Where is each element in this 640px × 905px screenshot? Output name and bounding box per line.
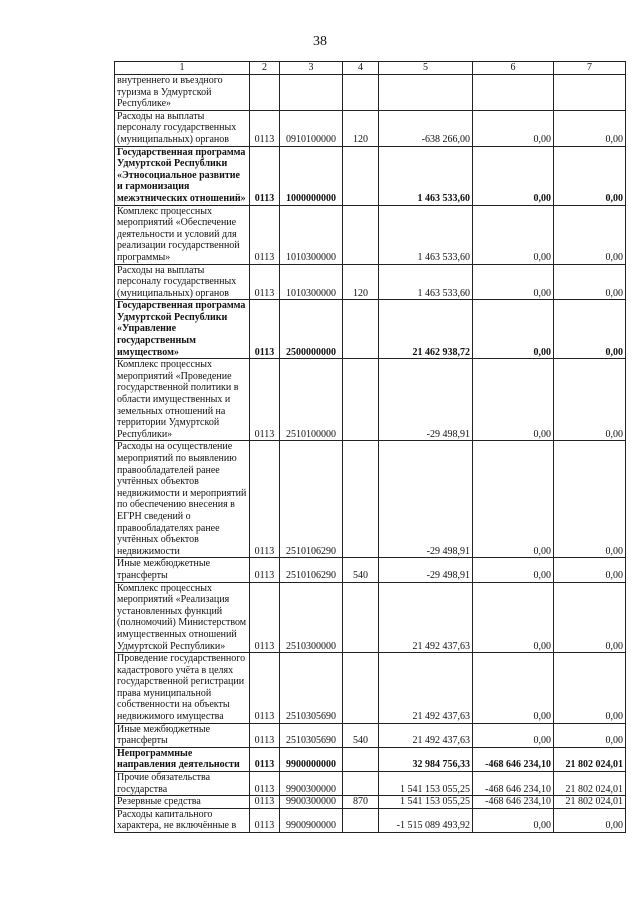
amount-col6: 0,00 xyxy=(473,653,554,724)
section-code: 0113 xyxy=(250,808,280,832)
amount-col5: 1 541 153 055,25 xyxy=(379,772,473,796)
amount-col6: -468 646 234,10 xyxy=(473,796,554,809)
amount-col7: 0,00 xyxy=(554,723,626,747)
target-article-code xyxy=(280,75,343,111)
amount-col7: 0,00 xyxy=(554,653,626,724)
section-code: 0113 xyxy=(250,772,280,796)
table-row xyxy=(115,723,626,747)
section-code: 0113 xyxy=(250,441,280,558)
target-article-code: 2510305690 xyxy=(280,653,343,724)
amount-col7: 0,00 xyxy=(554,359,626,441)
amount-col6: 0,00 xyxy=(473,441,554,558)
target-article-code: 2510106290 xyxy=(280,558,343,582)
row-name: внутреннего и въездного туризма в Удмуртской Республике» xyxy=(115,75,250,111)
section-code: 0113 xyxy=(250,300,280,359)
target-article-code: 9900300000 xyxy=(280,796,343,809)
table-row xyxy=(115,441,626,558)
section-code: 0113 xyxy=(250,582,280,653)
amount-col5: 21 492 437,63 xyxy=(379,653,473,724)
page-number: 38 xyxy=(313,34,327,49)
expense-type-code xyxy=(343,359,379,441)
target-article-code: 0910100000 xyxy=(280,110,343,146)
expense-type-code xyxy=(343,582,379,653)
row-name: Комплекс процессных мероприятий «Обеспечение деятельности и условий для реализации государственной программы» xyxy=(115,205,250,264)
row-name: Расходы капитального характера, не включённые в xyxy=(115,808,250,832)
expense-type-code xyxy=(343,146,379,205)
table-row xyxy=(115,796,626,809)
section-code: 0113 xyxy=(250,653,280,724)
target-article-code: 9900900000 xyxy=(280,808,343,832)
target-article-code: 2510300000 xyxy=(280,582,343,653)
table-row xyxy=(115,772,626,796)
table-row xyxy=(115,264,626,300)
amount-col7: 0,00 xyxy=(554,146,626,205)
amount-col7: 0,00 xyxy=(554,441,626,558)
amount-col6: 0,00 xyxy=(473,808,554,832)
table-row xyxy=(115,359,626,441)
expense-type-code: 870 xyxy=(343,796,379,809)
expense-type-code xyxy=(343,205,379,264)
section-code: 0113 xyxy=(250,558,280,582)
column-number: 2 xyxy=(250,62,280,75)
table-row xyxy=(115,558,626,582)
column-number: 4 xyxy=(343,62,379,75)
column-number: 5 xyxy=(379,62,473,75)
amount-col6: -468 646 234,10 xyxy=(473,772,554,796)
amount-col6: 0,00 xyxy=(473,264,554,300)
table-row xyxy=(115,146,626,205)
target-article-code: 2510106290 xyxy=(280,441,343,558)
target-article-code: 1000000000 xyxy=(280,146,343,205)
expense-type-code xyxy=(343,300,379,359)
row-name: Резервные средства xyxy=(115,796,250,809)
amount-col6: -468 646 234,10 xyxy=(473,747,554,771)
amount-col6 xyxy=(473,75,554,111)
amount-col5: -29 498,91 xyxy=(379,359,473,441)
section-code xyxy=(250,75,280,111)
table-row xyxy=(115,205,626,264)
expense-type-code xyxy=(343,75,379,111)
amount-col7: 21 802 024,01 xyxy=(554,772,626,796)
table-row xyxy=(115,653,626,724)
expense-type-code xyxy=(343,772,379,796)
amount-col7: 0,00 xyxy=(554,110,626,146)
amount-col6: 0,00 xyxy=(473,110,554,146)
amount-col6: 0,00 xyxy=(473,582,554,653)
target-article-code: 2510305690 xyxy=(280,723,343,747)
amount-col6: 0,00 xyxy=(473,558,554,582)
row-name: Расходы на осуществление мероприятий по выявлению правообладателей ранее учтённых объектов недвижимости и мероприятий по обеспечению внесения в ЕГРН сведений о правообладателях ранее учтённых объектов недвижимости xyxy=(115,441,250,558)
amount-col5: 1 541 153 055,25 xyxy=(379,796,473,809)
amount-col5: 32 984 756,33 xyxy=(379,747,473,771)
expense-type-code xyxy=(343,653,379,724)
expense-type-code: 120 xyxy=(343,110,379,146)
amount-col7: 0,00 xyxy=(554,264,626,300)
target-article-code: 2510100000 xyxy=(280,359,343,441)
row-name: Расходы на выплаты персоналу государственных (муниципальных) органов xyxy=(115,110,250,146)
column-number: 1 xyxy=(115,62,250,75)
table-row xyxy=(115,110,626,146)
amount-col7: 0,00 xyxy=(554,205,626,264)
section-code: 0113 xyxy=(250,796,280,809)
target-article-code: 1010300000 xyxy=(280,264,343,300)
section-code: 0113 xyxy=(250,359,280,441)
expense-type-code xyxy=(343,808,379,832)
row-name: Государственная программа Удмуртской Республики «Этносоциальное развитие и гармонизация межэтнических отношений» xyxy=(115,146,250,205)
table-row xyxy=(115,300,626,359)
amount-col5: 1 463 533,60 xyxy=(379,205,473,264)
amount-col7: 0,00 xyxy=(554,558,626,582)
amount-col6: 0,00 xyxy=(473,359,554,441)
section-code: 0113 xyxy=(250,205,280,264)
amount-col5: 1 463 533,60 xyxy=(379,146,473,205)
expense-type-code xyxy=(343,441,379,558)
budget-table xyxy=(114,61,626,833)
row-name: Прочие обязательства государства xyxy=(115,772,250,796)
column-number-row xyxy=(115,62,626,75)
amount-col5: 1 463 533,60 xyxy=(379,264,473,300)
amount-col5: -1 515 089 493,92 xyxy=(379,808,473,832)
amount-col5: 21 492 437,63 xyxy=(379,582,473,653)
amount-col7: 21 802 024,01 xyxy=(554,747,626,771)
amount-col5: 21 462 938,72 xyxy=(379,300,473,359)
amount-col5: -638 266,00 xyxy=(379,110,473,146)
expense-type-code xyxy=(343,747,379,771)
amount-col6: 0,00 xyxy=(473,146,554,205)
row-name: Комплекс процессных мероприятий «Реализация установленных функций (полномочий) Министерством имущественных отношений Удмуртской Республики» xyxy=(115,582,250,653)
table-row xyxy=(115,75,626,111)
row-name: Проведение государственного кадастрового учёта в целях государственной регистрации права муниципальной собственности на объекты недвижимого имущества xyxy=(115,653,250,724)
target-article-code: 9900300000 xyxy=(280,772,343,796)
column-number: 6 xyxy=(473,62,554,75)
amount-col5: 21 492 437,63 xyxy=(379,723,473,747)
row-name: Комплекс процессных мероприятий «Проведение государственной политики в области имущественных и земельных отношений на территории Удмуртской Республики» xyxy=(115,359,250,441)
amount-col7: 0,00 xyxy=(554,582,626,653)
row-name: Иные межбюджетные трансферты xyxy=(115,723,250,747)
table-row xyxy=(115,747,626,771)
amount-col7 xyxy=(554,75,626,111)
expense-type-code: 540 xyxy=(343,558,379,582)
section-code: 0113 xyxy=(250,110,280,146)
column-number: 7 xyxy=(554,62,626,75)
row-name: Непрограммные направления деятельности xyxy=(115,747,250,771)
expense-type-code: 120 xyxy=(343,264,379,300)
amount-col7: 0,00 xyxy=(554,300,626,359)
amount-col5: -29 498,91 xyxy=(379,441,473,558)
section-code: 0113 xyxy=(250,264,280,300)
table-row xyxy=(115,582,626,653)
table-row xyxy=(115,808,626,832)
amount-col5: -29 498,91 xyxy=(379,558,473,582)
amount-col7: 21 802 024,01 xyxy=(554,796,626,809)
target-article-code: 2500000000 xyxy=(280,300,343,359)
section-code: 0113 xyxy=(250,146,280,205)
amount-col7: 0,00 xyxy=(554,808,626,832)
row-name: Государственная программа Удмуртской Республики «Управление государственным имуществом» xyxy=(115,300,250,359)
target-article-code: 9900000000 xyxy=(280,747,343,771)
section-code: 0113 xyxy=(250,747,280,771)
target-article-code: 1010300000 xyxy=(280,205,343,264)
row-name: Расходы на выплаты персоналу государственных (муниципальных) органов xyxy=(115,264,250,300)
expense-type-code: 540 xyxy=(343,723,379,747)
column-number: 3 xyxy=(280,62,343,75)
amount-col6: 0,00 xyxy=(473,300,554,359)
row-name: Иные межбюджетные трансферты xyxy=(115,558,250,582)
amount-col5 xyxy=(379,75,473,111)
amount-col6: 0,00 xyxy=(473,723,554,747)
amount-col6: 0,00 xyxy=(473,205,554,264)
section-code: 0113 xyxy=(250,723,280,747)
